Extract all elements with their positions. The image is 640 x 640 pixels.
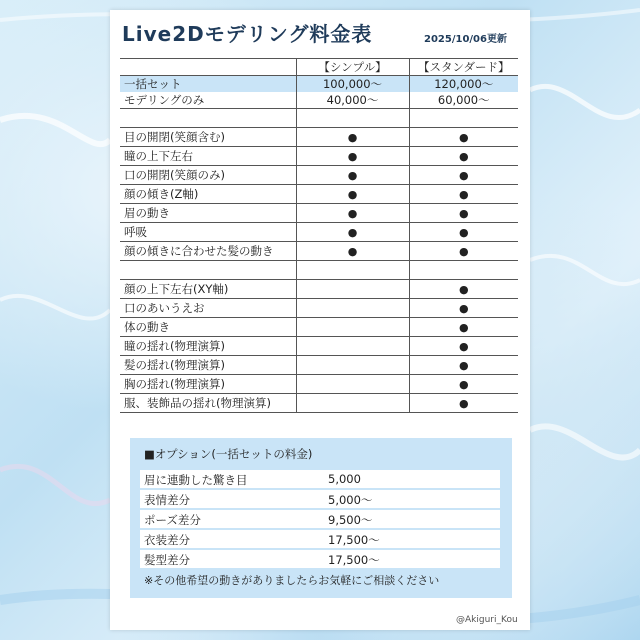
standard-mark: ● (409, 185, 518, 204)
spacer-row (120, 109, 518, 128)
option-name: ポーズ差分 (144, 513, 201, 527)
spacer-row (120, 261, 518, 280)
option-price: 5,000 (328, 472, 361, 486)
table-row (120, 147, 518, 166)
price-label: 一括セット (120, 76, 296, 93)
feature-label: 服、装飾品の揺れ(物理演算) (120, 394, 296, 413)
simple-mark: ● (296, 185, 409, 204)
table-row (120, 185, 518, 204)
feature-label: 口の開閉(笑顔のみ) (120, 166, 296, 185)
simple-mark: ● (296, 223, 409, 242)
options-note: ※その他希望の動きがありましたらお気軽にご相談ください (144, 574, 440, 587)
standard-mark: ● (409, 242, 518, 261)
option-row (140, 490, 500, 508)
option-price: 17,500～ (328, 553, 380, 567)
simple-mark (296, 356, 409, 375)
table-row (120, 223, 518, 242)
header-cell-simple: 【シンプル】 (296, 59, 409, 76)
header-cell-label (120, 59, 296, 76)
option-name: 表情差分 (144, 493, 190, 507)
option-price: 9,500～ (328, 513, 373, 527)
table-row (120, 375, 518, 394)
table-row (120, 242, 518, 261)
table-row (120, 318, 518, 337)
simple-mark (296, 280, 409, 299)
simple-mark: ● (296, 147, 409, 166)
price-simple: 40,000～ (296, 92, 409, 109)
feature-label: 体の動き (120, 318, 296, 337)
feature-label: 顔の傾き(Z軸) (120, 185, 296, 204)
table-row (120, 299, 518, 318)
options-panel (130, 438, 512, 598)
feature-label: 顔の傾きに合わせた髪の動き (120, 242, 296, 261)
standard-mark: ● (409, 375, 518, 394)
feature-label: 瞳の揺れ(物理演算) (120, 337, 296, 356)
standard-mark: ● (409, 166, 518, 185)
option-row (140, 550, 500, 568)
simple-mark: ● (296, 166, 409, 185)
table-header-row (120, 59, 518, 76)
simple-mark: ● (296, 242, 409, 261)
feature-label: 呼吸 (120, 223, 296, 242)
pricing-table (120, 58, 518, 413)
feature-label: 顔の上下左右(XY軸) (120, 280, 296, 299)
option-name: 髪型差分 (144, 553, 190, 567)
table-row (120, 337, 518, 356)
option-row (140, 510, 500, 528)
standard-mark: ● (409, 299, 518, 318)
table-row (120, 204, 518, 223)
feature-label: 眉の動き (120, 204, 296, 223)
price-label: モデリングのみ (120, 92, 296, 109)
standard-mark: ● (409, 223, 518, 242)
table-row (120, 166, 518, 185)
feature-label: 目の開閉(笑顔含む) (120, 128, 296, 147)
price-row-modeling (120, 92, 518, 109)
price-standard: 60,000～ (409, 92, 518, 109)
author-credit: @Akiguri_Kou (456, 615, 518, 625)
option-row (140, 470, 500, 488)
feature-label: 瞳の上下左右 (120, 147, 296, 166)
options-title: ■オプション(一括セットの料金) (144, 447, 313, 461)
standard-mark: ● (409, 128, 518, 147)
option-price: 5,000～ (328, 493, 373, 507)
price-row-set (120, 76, 518, 93)
simple-mark: ● (296, 204, 409, 223)
price-simple: 100,000～ (296, 76, 409, 93)
simple-mark (296, 375, 409, 394)
table-row (120, 128, 518, 147)
standard-mark: ● (409, 204, 518, 223)
header-cell-standard: 【スタンダード】 (409, 59, 518, 76)
feature-label: 髪の揺れ(物理演算) (120, 356, 296, 375)
option-price: 17,500～ (328, 533, 380, 547)
table-row (120, 356, 518, 375)
standard-mark: ● (409, 318, 518, 337)
option-name: 眉に連動した驚き目 (144, 473, 248, 487)
standard-mark: ● (409, 337, 518, 356)
simple-mark (296, 299, 409, 318)
feature-label: 口のあいうえお (120, 299, 296, 318)
price-standard: 120,000～ (409, 76, 518, 93)
simple-mark (296, 337, 409, 356)
page-title: Live2Dモデリング料金表 (122, 22, 373, 46)
updated-date: 2025/10/06更新 (424, 34, 507, 45)
standard-mark: ● (409, 394, 518, 413)
table-row (120, 280, 518, 299)
standard-mark: ● (409, 280, 518, 299)
standard-mark: ● (409, 147, 518, 166)
option-row (140, 530, 500, 548)
simple-mark (296, 318, 409, 337)
standard-mark: ● (409, 356, 518, 375)
feature-label: 胸の揺れ(物理演算) (120, 375, 296, 394)
simple-mark (296, 394, 409, 413)
option-name: 衣装差分 (144, 533, 190, 547)
simple-mark: ● (296, 128, 409, 147)
table-row (120, 394, 518, 413)
